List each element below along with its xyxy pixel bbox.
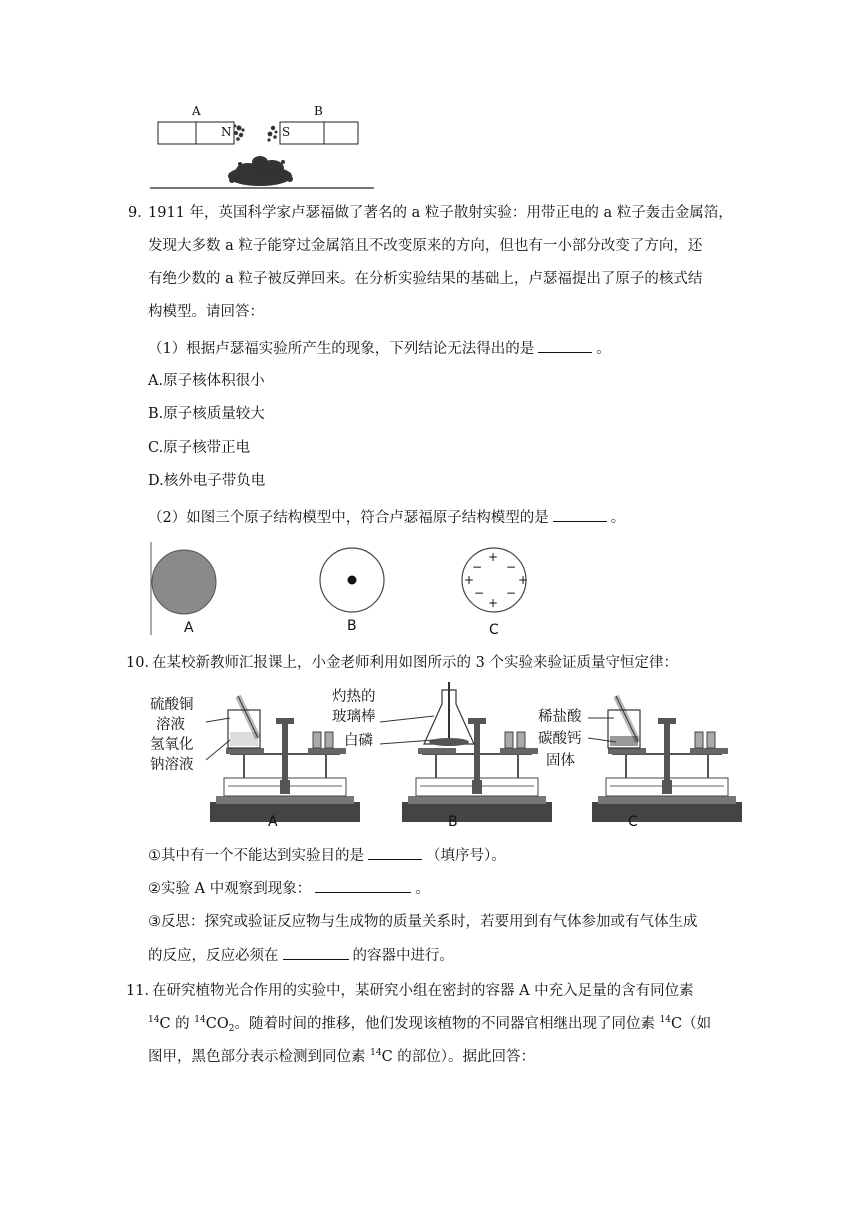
q10-item-2 — [148, 878, 430, 899]
q11-line-3 — [148, 1047, 535, 1067]
q11-isotope-sup-4: 14 — [370, 1048, 382, 1058]
q10-item-1-text: 其中有一个不能达到实验目的是 — [161, 848, 364, 864]
q9-stem-line-3: 有绝少数的 a 粒子被反弹回来。在分析实验结果的基础上，卢瑟福提出了原子的核式结 — [148, 271, 703, 287]
q9-part-2-text: （2）如图三个原子结构模型中，符合卢瑟福原子结构模型的是 — [148, 510, 549, 526]
model-c-plus-bottom: + — [488, 596, 499, 610]
q10-item-3-text: 反思：探究或验证反应物与生成物的质量关系时，若要用到有气体参加或有气体生成 — [161, 914, 698, 930]
q11-line-2-b: CO — [205, 1016, 229, 1032]
q9-stem-line-4: 构模型。请回答： — [148, 304, 264, 320]
q11-line-1: 在研究植物光合作用的实验中，某研究小组在密封的容器 A 中充入足量的含有同位素 — [152, 983, 694, 999]
question-10-number: 10． — [126, 655, 159, 671]
setup-c-label-1: 稀盐酸 — [538, 709, 582, 725]
q10-item-1-end: （填序号）。 — [426, 848, 506, 864]
q9-option-b: B.原子核质量较大 — [148, 406, 265, 422]
q10-item-3-text-2b: 的容器中进行。 — [352, 948, 454, 964]
q11-isotope-sup-2: 14 — [194, 1015, 206, 1025]
magnet-a-label: A — [192, 104, 201, 118]
magnet-b-label: B — [314, 104, 323, 118]
setup-c-letter: C — [628, 814, 638, 830]
q11-line-3-b: C 的部位）。据此回答： — [381, 1049, 536, 1065]
magnet-n-pole: N — [221, 125, 232, 139]
model-b-nucleus — [348, 576, 357, 585]
model-c-label: C — [489, 622, 499, 638]
setup-b-letter: B — [448, 814, 458, 830]
q10-item-2-end: 。 — [415, 881, 430, 897]
q11-line-2-d: C（如 — [671, 1016, 712, 1032]
setup-b-label-2: 玻璃棒 — [332, 709, 376, 725]
atomic-models-figure — [148, 540, 548, 640]
q10-item-1-answer-blank[interactable] — [368, 845, 422, 860]
model-c-plus-right: + — [518, 573, 529, 587]
q10-item-3-line-2 — [148, 945, 454, 966]
q9-option-a: A.原子核体积很小 — [148, 373, 265, 389]
q10-item-2-text: 实验 A 中观察到现象： — [161, 881, 312, 897]
q9-part-1-end: 。 — [596, 341, 611, 357]
question-11-number: 11． — [126, 983, 159, 999]
q9-option-d: D.核外电子带负电 — [148, 473, 266, 489]
setup-b-label-3: 白磷 — [344, 733, 373, 749]
model-c-minus-left: − — [472, 560, 483, 574]
model-c-minus-bottom-left: − — [474, 586, 485, 600]
q11-isotope-sup-3: 14 — [659, 1015, 672, 1025]
q9-stem-line-1: 1911 年，英国科学家卢瑟福做了著名的 a 粒子散射实验：用带正电的 a 粒子轰击金属箔， — [148, 205, 733, 221]
model-c-minus-bottom-right: − — [506, 586, 517, 600]
model-c-minus-right: − — [506, 560, 517, 574]
q11-line-2-c: 。随着时间的推移，他们发现该植物的不同器官相继出现了同位素 — [234, 1016, 660, 1032]
setup-a-label-3: 氢氧化 — [150, 737, 194, 753]
q10-item-1 — [148, 845, 506, 866]
q9-part-2-end: 。 — [610, 510, 626, 526]
q9-part-1-text: （1）根据卢瑟福实验所产生的现象，下列结论无法得出的是 — [148, 341, 535, 357]
q9-option-c: C.原子核带正电 — [148, 440, 251, 456]
q9-part-1 — [148, 338, 611, 359]
magnet-diagram — [148, 104, 378, 192]
q10-item-2-mark: ② — [148, 881, 161, 897]
q10-item-3-mark: ③ — [148, 914, 161, 930]
model-b-label: B — [347, 618, 357, 634]
balance-experiments-diagram — [148, 682, 768, 832]
model-c-plus-top: + — [488, 550, 499, 564]
q11-co2-sub: 2 — [228, 1024, 235, 1034]
q9-stem-line-2: 发现大多数 a 粒子能穿过金属箔且不改变原来的方向，但也有一小部分改变了方向，还 — [148, 238, 703, 254]
q10-stem: 在某校新教师汇报课上，小金老师利用如图所示的 3 个实验来验证质量守恒定律： — [152, 655, 678, 671]
q9-part-2-answer-blank[interactable] — [553, 507, 607, 522]
q10-item-1-mark: ① — [148, 848, 161, 864]
q10-item-2-answer-blank[interactable] — [315, 878, 411, 893]
setup-a-letter: A — [268, 814, 278, 830]
model-a-label: A — [184, 620, 194, 636]
q10-item-3-answer-blank[interactable] — [283, 945, 349, 960]
q11-isotope-sup-1: 14 — [148, 1015, 160, 1025]
setup-c-label-2: 碳酸钙 — [538, 731, 582, 747]
model-c-plus-left: + — [464, 573, 475, 587]
question-9-number: 9． — [128, 205, 152, 221]
setup-a-label-4: 钠溶液 — [150, 757, 194, 773]
q9-part-1-answer-blank[interactable] — [538, 338, 592, 353]
q11-line-3-a: 图甲，黑色部分表示检测到同位素 — [148, 1049, 371, 1065]
magnet-figure — [148, 104, 378, 192]
q11-line-2-a: C 的 — [159, 1016, 195, 1032]
q11-line-2 — [148, 1014, 711, 1034]
model-a-solid-sphere — [152, 550, 216, 614]
q10-item-3-line-1 — [148, 912, 698, 932]
q9-part-2 — [148, 507, 625, 528]
setup-a-label-2: 溶液 — [156, 717, 185, 733]
magnet-s-pole: S — [282, 125, 291, 139]
setup-c-label-3: 固体 — [546, 753, 575, 769]
balance-experiments-figure — [148, 682, 768, 832]
q10-item-3-text-2a: 的反应，反应必须在 — [148, 948, 279, 964]
setup-b-label-1: 灼热的 — [332, 689, 376, 705]
setup-a-label-1: 硫酸铜 — [150, 697, 194, 713]
